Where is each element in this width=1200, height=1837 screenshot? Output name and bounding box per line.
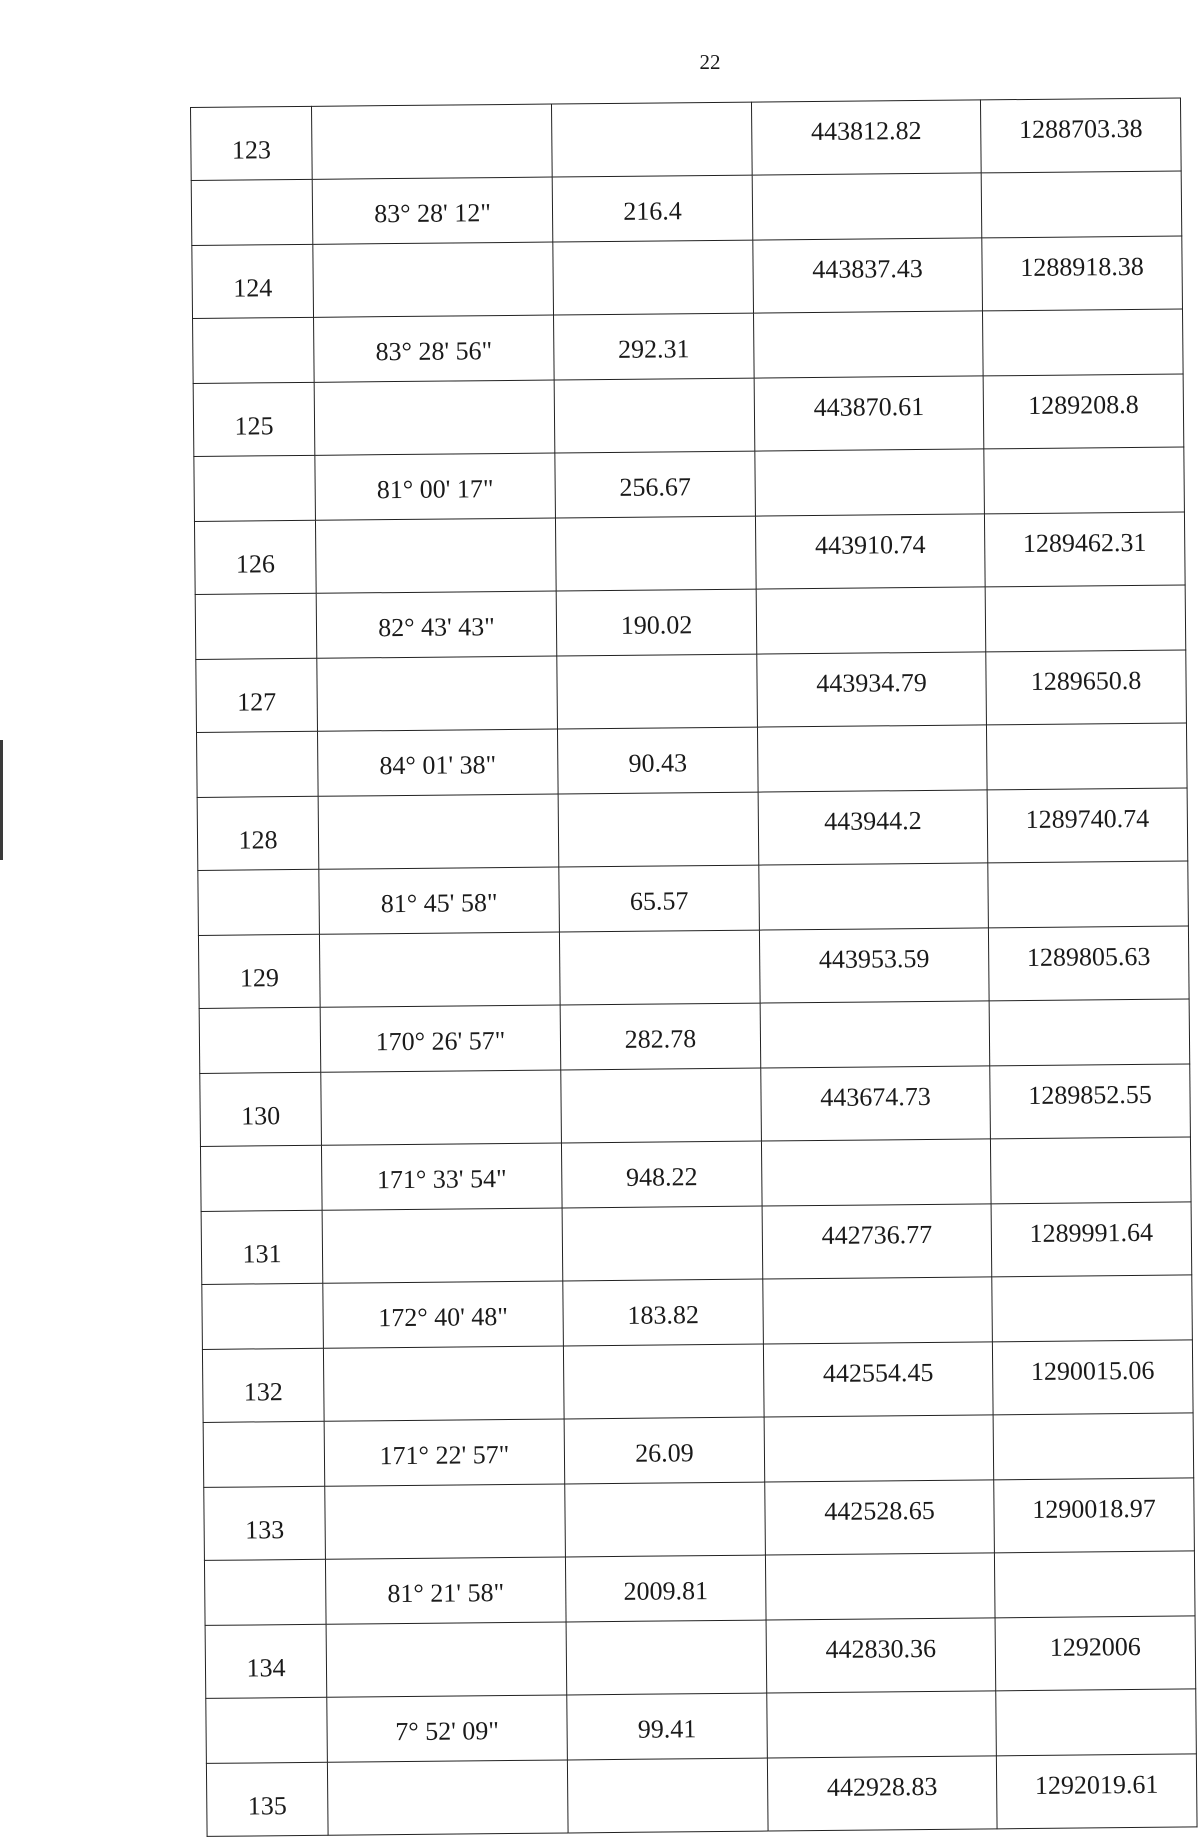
point-row (200, 1064, 1191, 1146)
bearing-cell: 81° 00' 17" (315, 453, 556, 520)
point-row (201, 1202, 1192, 1284)
x-coordinate-cell (759, 863, 989, 930)
y-coordinate-cell: 1289805.63 (988, 926, 1189, 1001)
leg-row (200, 1137, 1191, 1212)
y-coordinate-cell: 1289208.8 (983, 374, 1184, 449)
x-coordinate-cell: 443910.74 (755, 514, 985, 589)
distance-cell (561, 1068, 762, 1143)
point-number-cell: 132 (202, 1348, 324, 1422)
distance-cell: 99.41 (567, 1693, 768, 1760)
bearing-cell (318, 794, 559, 869)
point-row (191, 98, 1182, 180)
point-number-cell: 135 (206, 1762, 328, 1836)
bearing-cell: 170° 26' 57" (320, 1005, 561, 1072)
distance-cell (559, 930, 760, 1005)
leg-row (198, 861, 1189, 936)
point-number-cell (204, 1559, 326, 1625)
distance-cell: 90.43 (557, 727, 758, 794)
leg-row (191, 171, 1182, 246)
distance-cell (565, 1482, 766, 1557)
y-coordinate-cell (996, 1689, 1197, 1756)
bearing-cell: 172° 40' 48" (323, 1281, 564, 1348)
bearing-cell (323, 1346, 564, 1421)
leg-row (206, 1689, 1197, 1764)
leg-row (193, 309, 1184, 384)
point-number-cell: 127 (196, 658, 318, 732)
point-number-cell: 130 (200, 1072, 322, 1146)
point-number-cell (203, 1421, 325, 1487)
point-number-cell (197, 731, 319, 797)
distance-cell (557, 654, 758, 729)
bearing-cell (319, 932, 560, 1007)
distance-cell (554, 378, 755, 453)
y-coordinate-cell: 1289740.74 (987, 788, 1188, 863)
x-coordinate-cell: 442830.36 (766, 1618, 996, 1693)
distance-cell: 65.57 (559, 865, 760, 932)
x-coordinate-cell: 443870.61 (754, 376, 984, 451)
distance-cell (563, 1344, 764, 1419)
bearing-cell: 81° 45' 58" (319, 867, 560, 934)
x-coordinate-cell (755, 449, 985, 516)
x-coordinate-cell (754, 311, 984, 378)
distance-cell (558, 792, 759, 867)
y-coordinate-cell: 1289852.55 (990, 1064, 1191, 1139)
x-coordinate-cell: 442928.83 (767, 1756, 997, 1831)
point-number-cell (191, 179, 313, 245)
leg-row (199, 999, 1190, 1074)
point-number-cell (199, 1007, 321, 1073)
point-number-cell: 133 (204, 1486, 326, 1560)
distance-cell: 948.22 (561, 1141, 762, 1208)
scan-margin-mark (0, 740, 3, 860)
point-row (202, 1340, 1193, 1422)
bearing-cell (314, 380, 555, 455)
distance-cell: 256.67 (555, 451, 756, 518)
point-row (204, 1478, 1195, 1560)
point-row (198, 926, 1189, 1008)
y-coordinate-cell: 1289650.8 (986, 650, 1187, 725)
y-coordinate-cell (993, 1413, 1194, 1480)
y-coordinate-cell (990, 1137, 1191, 1204)
bearing-cell: 171° 33' 54" (321, 1143, 562, 1210)
bearing-cell (321, 1070, 562, 1145)
y-coordinate-cell (986, 723, 1187, 790)
leg-row (194, 447, 1185, 522)
x-coordinate-cell: 443674.73 (761, 1066, 991, 1141)
distance-cell: 190.02 (556, 589, 757, 656)
x-coordinate-cell (756, 587, 986, 654)
y-coordinate-cell: 1290018.97 (994, 1478, 1195, 1553)
point-number-cell: 134 (205, 1624, 327, 1698)
leg-row (203, 1413, 1194, 1488)
leg-row (197, 723, 1188, 798)
point-number-cell (198, 869, 320, 935)
point-number-cell: 124 (192, 244, 314, 318)
bearing-cell (317, 656, 558, 731)
x-coordinate-cell: 442528.65 (765, 1480, 995, 1555)
x-coordinate-cell (752, 173, 982, 240)
y-coordinate-cell: 1289991.64 (991, 1202, 1192, 1277)
distance-cell: 216.4 (552, 175, 753, 242)
y-coordinate-cell (984, 447, 1185, 514)
bearing-cell: 82° 43' 43" (316, 591, 557, 658)
x-coordinate-cell: 443837.43 (753, 238, 983, 313)
bearing-cell (311, 104, 552, 179)
point-row (205, 1616, 1196, 1698)
distance-cell (567, 1758, 768, 1833)
distance-cell: 26.09 (564, 1417, 765, 1484)
x-coordinate-cell: 443934.79 (757, 652, 987, 727)
y-coordinate-cell (994, 1551, 1195, 1618)
x-coordinate-cell (761, 1139, 991, 1206)
y-coordinate-cell (989, 999, 1190, 1066)
point-number-cell: 129 (198, 934, 320, 1008)
point-number-cell (206, 1697, 328, 1763)
x-coordinate-cell (760, 1001, 990, 1068)
x-coordinate-cell: 443812.82 (751, 100, 981, 175)
x-coordinate-cell: 443953.59 (759, 928, 989, 1003)
bearing-cell (326, 1622, 567, 1697)
y-coordinate-cell: 1292019.61 (996, 1754, 1197, 1829)
point-number-cell: 128 (197, 796, 319, 870)
distance-cell: 292.31 (554, 313, 755, 380)
point-number-cell: 126 (194, 520, 316, 594)
y-coordinate-cell: 1288703.38 (980, 98, 1181, 173)
distance-cell: 2009.81 (565, 1555, 766, 1622)
distance-cell (562, 1206, 763, 1281)
bearing-cell: 83° 28' 56" (314, 315, 555, 382)
point-row (193, 374, 1184, 456)
distance-cell (551, 102, 752, 177)
y-coordinate-cell (982, 309, 1183, 376)
x-coordinate-cell (765, 1553, 995, 1620)
point-number-cell: 131 (201, 1210, 323, 1284)
bearing-cell (322, 1208, 563, 1283)
bearing-cell (325, 1484, 566, 1559)
distance-cell (555, 516, 756, 591)
leg-row (195, 585, 1186, 660)
y-coordinate-cell: 1289462.31 (984, 512, 1185, 587)
bearing-cell: 81° 21' 58" (325, 1557, 566, 1624)
bearing-cell (313, 242, 554, 317)
survey-table-body (191, 98, 1198, 1836)
point-row (194, 512, 1185, 594)
x-coordinate-cell: 442554.45 (763, 1342, 993, 1417)
distance-cell: 282.78 (560, 1003, 761, 1070)
y-coordinate-cell: 1292006 (995, 1616, 1196, 1691)
survey-coordinates-table (190, 97, 1198, 1836)
point-row (192, 236, 1183, 318)
point-row (197, 788, 1188, 870)
y-coordinate-cell (985, 585, 1186, 652)
point-number-cell: 125 (193, 382, 315, 456)
point-number-cell (200, 1145, 322, 1211)
point-number-cell (195, 593, 317, 659)
page-number: 22 (699, 50, 721, 74)
survey-table-container (190, 98, 1189, 1821)
bearing-cell (327, 1760, 568, 1835)
y-coordinate-cell (981, 171, 1182, 238)
distance-cell (566, 1620, 767, 1695)
leg-row (202, 1275, 1193, 1350)
y-coordinate-cell (988, 861, 1189, 928)
x-coordinate-cell: 442736.77 (762, 1204, 992, 1279)
bearing-cell: 7° 52' 09" (327, 1695, 568, 1762)
distance-cell: 183.82 (563, 1279, 764, 1346)
y-coordinate-cell: 1290015.06 (992, 1340, 1193, 1415)
distance-cell (553, 240, 754, 315)
point-row (196, 650, 1187, 732)
point-number-cell (202, 1283, 324, 1349)
bearing-cell: 171° 22' 57" (324, 1419, 565, 1486)
bearing-cell (315, 518, 556, 593)
bearing-cell: 84° 01' 38" (317, 729, 558, 796)
y-coordinate-cell: 1288918.38 (982, 236, 1183, 311)
y-coordinate-cell (992, 1275, 1193, 1342)
point-number-cell: 123 (191, 106, 313, 180)
bearing-cell: 83° 28' 12" (312, 177, 553, 244)
x-coordinate-cell: 443944.2 (758, 790, 988, 865)
x-coordinate-cell (767, 1691, 997, 1758)
x-coordinate-cell (763, 1277, 993, 1344)
leg-row (204, 1551, 1195, 1626)
point-number-cell (194, 455, 316, 521)
x-coordinate-cell (764, 1415, 994, 1482)
point-row (206, 1754, 1197, 1836)
point-number-cell (193, 317, 315, 383)
x-coordinate-cell (757, 725, 987, 792)
